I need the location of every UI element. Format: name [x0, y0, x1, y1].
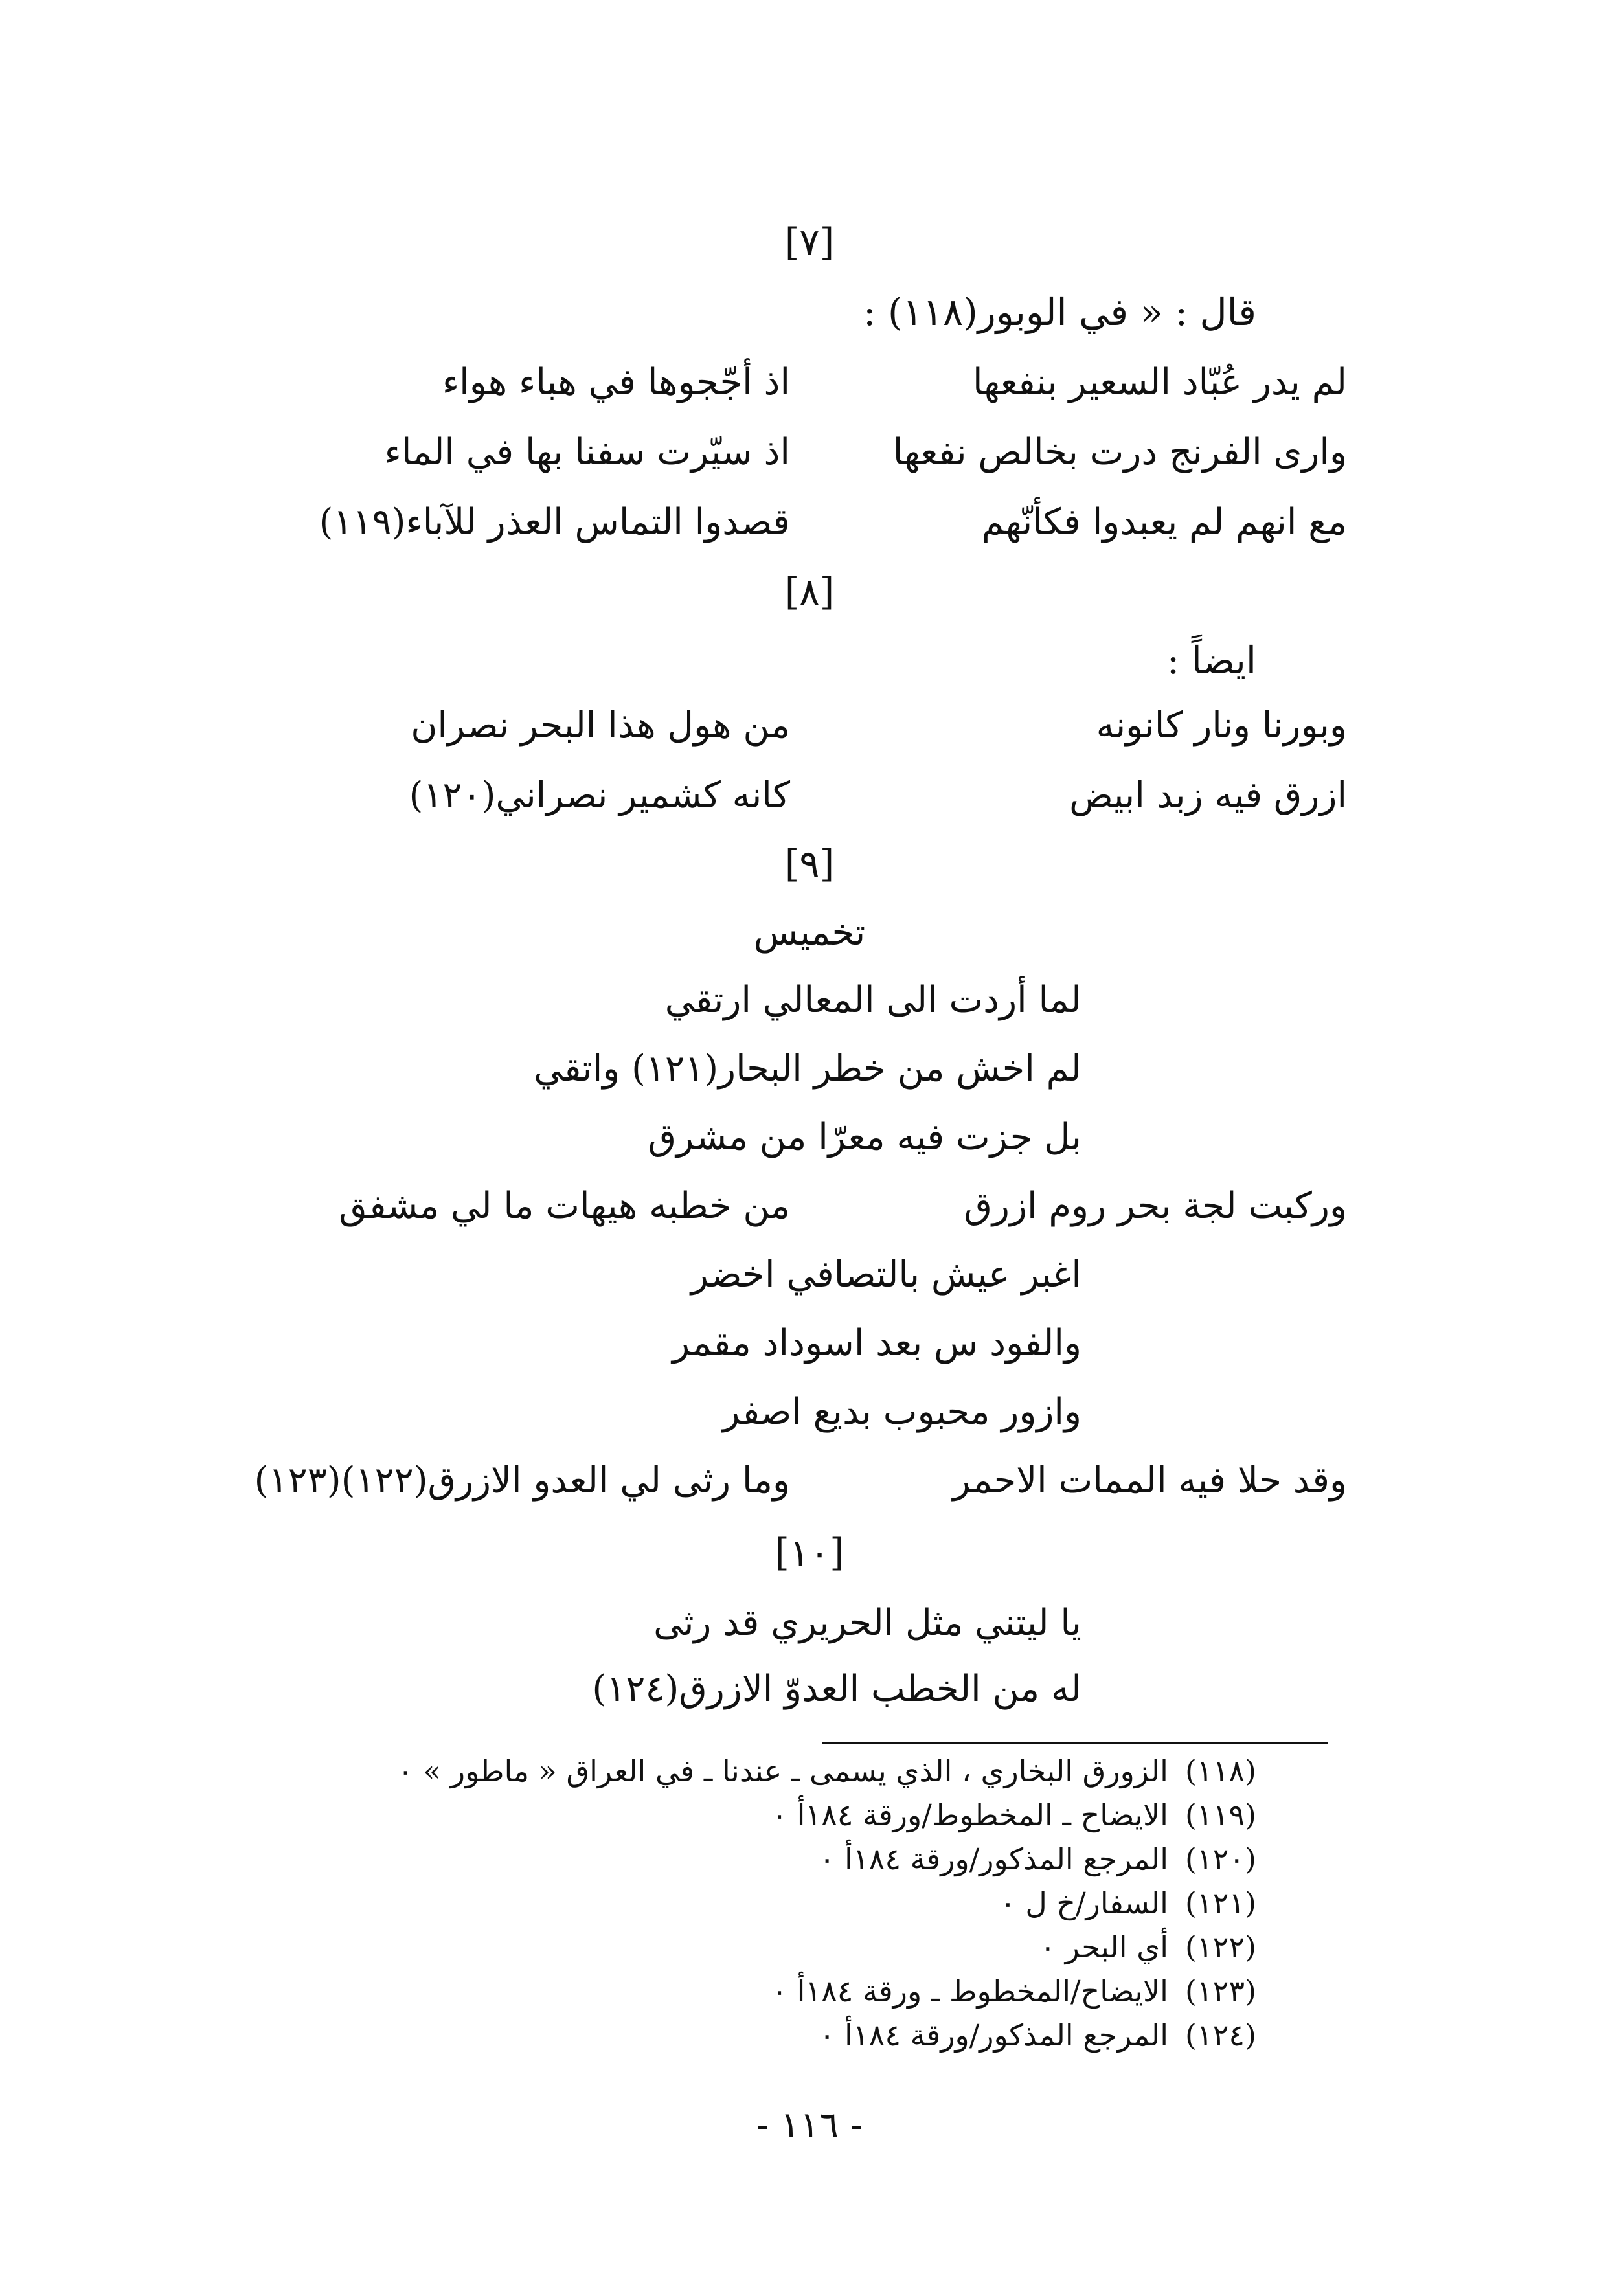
- footnote-text: المرجع المذكور/ورقة ١٨٤أ ٠: [819, 1841, 1168, 1876]
- section-number: [٧]: [784, 220, 835, 264]
- page-number: - ١١٦ -: [756, 2104, 863, 2146]
- footnote-number: (١٢٢): [1184, 1930, 1256, 1964]
- poem-line: بل جزت فيه معرّا من مشرق: [648, 1116, 1081, 1158]
- poem-line: له من الخطب العدوّ الازرق(١٢٤): [592, 1668, 1081, 1710]
- second-hemistich: وما رثى لي العدو الازرق(١٢٢)(١٢٣): [254, 1459, 790, 1502]
- footnote-text: المرجع المذكور/ورقة ١٨٤أ ٠: [819, 2018, 1168, 2053]
- footnote-text: أي البحر ٠: [1039, 1930, 1168, 1964]
- first-hemistich: ازرق فيه زبد ابيض: [1069, 774, 1347, 816]
- verse-line: [272, 1185, 1347, 1243]
- footnote-text: الزورق البخاري ، الذي يسمى ـ عندنا ـ في العراق « ماطور » ٠: [397, 1753, 1168, 1788]
- footnote-number: (١٢٠): [1184, 1841, 1256, 1876]
- section-number: [٨]: [784, 570, 835, 614]
- second-hemistich: قصدوا التماس العذر للآباء(١١٩): [319, 501, 790, 543]
- footnote: [398, 1753, 1256, 1788]
- section-intro: قال : « في الوبور(١١٨) :: [863, 290, 1256, 334]
- footnote: [1000, 1885, 1256, 1920]
- verse-line: [254, 1459, 1347, 1518]
- footnote-number: (١٢١): [1184, 1885, 1256, 1920]
- footnote-separator: [822, 1742, 1328, 1744]
- section-intro: ايضاً :: [1166, 638, 1256, 682]
- second-hemistich: من خطبه هيهات ما لي مشفق: [339, 1185, 790, 1227]
- footnote: [1039, 1930, 1256, 1964]
- poem-line: يا ليتني مثل الحريري قد رثى: [653, 1602, 1081, 1644]
- poem-line: لما أردت الى المعالي ارتقي: [664, 979, 1081, 1021]
- footnote-number: (١١٩): [1184, 1797, 1256, 1832]
- footnote-number: (١١٨): [1184, 1753, 1256, 1788]
- footnote-number: (١٢٤): [1184, 2018, 1256, 2053]
- footnote: [771, 1974, 1256, 2009]
- first-hemistich: وركبت لجة بحر روم ازرق: [964, 1185, 1347, 1227]
- first-hemistich: لم يدر عُبّاد السعير بنفعها: [973, 361, 1347, 403]
- footnote-text: الايضاح/المخطوط ـ ورقة ١٨٤أ ٠: [771, 1974, 1168, 2009]
- verse-line: [272, 361, 1347, 420]
- poem-line: وازور محبوب بديع اصفر: [722, 1391, 1081, 1433]
- first-hemistich: وبورنا ونار كانونه: [1096, 704, 1347, 747]
- verse-line: [272, 431, 1347, 490]
- second-hemistich: اذ أجّجوها في هباء هواء: [442, 361, 790, 403]
- verse-line: [272, 774, 1347, 833]
- second-hemistich: اذ سيّرت سفنا بها في الماء: [384, 431, 790, 473]
- section-number: [٩]: [784, 842, 835, 886]
- poem-line: والفود س بعد اسوداد مقمر: [672, 1322, 1081, 1364]
- first-hemistich: وارى الفرنج درت بخالص نفعها: [892, 431, 1347, 473]
- poem-title: تخميس: [753, 912, 866, 954]
- first-hemistich: وقد حلا فيه الممات الاحمر: [953, 1459, 1347, 1502]
- second-hemistich: كانه كشمير نصراني(١٢٠): [409, 774, 790, 816]
- verse-line: [272, 501, 1347, 559]
- footnote: [819, 1841, 1256, 1876]
- footnote: [819, 2018, 1256, 2053]
- footnote-number: (١٢٣): [1184, 1974, 1256, 2009]
- second-hemistich: من هول هذا البحر نصران: [411, 704, 790, 747]
- poem-line: اغبر عيش بالتصافي اخضر: [690, 1254, 1081, 1296]
- section-number: [١٠]: [775, 1531, 844, 1575]
- poem-line: لم اخش من خطر البحار(١٢١) واتقي: [534, 1048, 1081, 1090]
- footnote: [771, 1797, 1256, 1832]
- verse-line: [272, 704, 1347, 763]
- footnote-text: السفار/خ ل ٠: [1000, 1885, 1168, 1920]
- first-hemistich: مع انهم لم يعبدوا فكأنّهم: [981, 501, 1347, 543]
- footnote-text: الايضاح ـ المخطوط/ورقة ١٨٤أ ٠: [771, 1797, 1168, 1832]
